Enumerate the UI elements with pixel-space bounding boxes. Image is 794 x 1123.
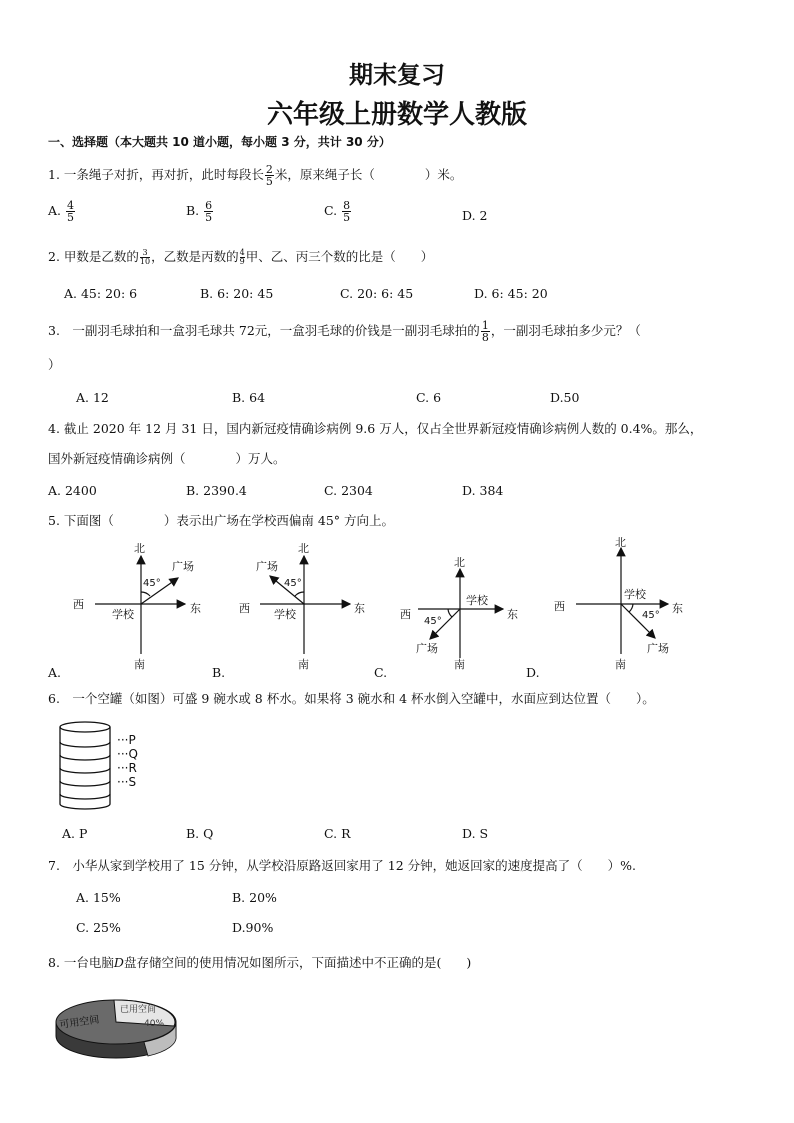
q5d-south-label: 南 bbox=[615, 658, 626, 671]
q6-option-d[interactable]: D. S bbox=[462, 826, 489, 841]
q3-option-b[interactable]: B. 64 bbox=[232, 390, 266, 405]
q5a-north-label: 北 bbox=[134, 542, 145, 555]
q8-pie-percent-label: 40% bbox=[144, 1019, 165, 1029]
q4-option-a[interactable]: A. 2400 bbox=[48, 483, 97, 498]
q7-option-c[interactable]: C. 25% bbox=[76, 920, 121, 935]
section-heading: 一、选择题（本大题共 10 道小题，每小题 3 分，共计 30 分） bbox=[48, 135, 391, 149]
q5c-school-label: 学校 bbox=[466, 594, 488, 607]
question-3: 3. 一副羽毛球拍和一盒羽毛球共 72元，一盒羽毛球的价钱是一副羽毛球拍的 $\frac{1}{8}$ ，一副羽毛球拍多少元？（ bbox=[48, 319, 641, 344]
q5a-south-label: 南 bbox=[134, 658, 145, 671]
page-subtitle: 六年级上册数学人教版 bbox=[266, 100, 527, 130]
q5-option-b[interactable]: B. bbox=[212, 665, 226, 680]
q8-pie-chart bbox=[48, 984, 188, 1064]
q3-option-c[interactable]: C. 6 bbox=[416, 390, 442, 405]
q5a-east-label: 东 bbox=[190, 602, 201, 615]
q5c-square-label: 广场 bbox=[416, 642, 438, 655]
q5c-north-label: 北 bbox=[454, 556, 465, 569]
q5d-east-label: 东 bbox=[672, 602, 683, 615]
q5c-angle-label: 45° bbox=[424, 616, 442, 627]
q5c-east-label: 东 bbox=[507, 608, 518, 621]
question-5: 5. 下面图（ ）表示出广场在学校西偏南 45° 方向上。 bbox=[48, 513, 395, 528]
question-1 bbox=[48, 164, 462, 187]
q6-option-b[interactable]: B. Q bbox=[186, 826, 214, 841]
q6-mark-r: ···R bbox=[117, 761, 137, 775]
q4-option-d[interactable]: D. 384 bbox=[462, 483, 504, 498]
q8-variable: D bbox=[113, 955, 124, 970]
q2-option-b[interactable]: B. 6: 20: 45 bbox=[200, 286, 274, 301]
question-2: 2. 甲数是乙数的 $\frac{3}{10}$ ，乙数是丙数的 $\frac{4}{9}$ 甲、乙、丙三个数的比是（ ） bbox=[48, 248, 434, 266]
q1-fraction: $\frac{2}{5}$ bbox=[265, 163, 273, 188]
q7-option-a[interactable]: A. 15% bbox=[76, 890, 121, 905]
q5b-square-label: 广场 bbox=[256, 560, 278, 573]
q5b-east-label: 东 bbox=[354, 602, 365, 615]
q1-option-a[interactable]: A. $\frac{4}{5}$ bbox=[48, 199, 74, 224]
q5-option-a[interactable]: A. bbox=[48, 665, 62, 680]
q4-option-b[interactable]: B. 2390.4 bbox=[186, 483, 247, 498]
q3-option-a[interactable]: A. 12 bbox=[76, 390, 109, 405]
q5a-square-label: 广场 bbox=[172, 560, 194, 573]
q8-pie-free-label: 可用空间 bbox=[58, 1014, 101, 1031]
q1-stem-post: 米，原来绳子长（ ）米。 bbox=[274, 167, 463, 182]
q6-mark-q: ···Q bbox=[117, 747, 138, 761]
q1-option-d[interactable]: D. 2 bbox=[462, 208, 488, 223]
question-8: 8. 一台电脑D盘存储空间的使用情况如图所示，下面描述中不正确的是( ) bbox=[48, 955, 472, 970]
q1-option-c[interactable]: C. $\frac{8}{5}$ bbox=[324, 199, 351, 224]
page-title: 期末复习 bbox=[349, 61, 445, 89]
q3-stem-continued: ） bbox=[48, 357, 61, 372]
q5b-school-label: 学校 bbox=[274, 608, 296, 621]
q7-option-b[interactable]: B. 20% bbox=[232, 890, 277, 905]
q2-option-a[interactable]: A. 45: 20: 6 bbox=[64, 286, 138, 301]
q5b-west-label: 西 bbox=[239, 602, 250, 615]
q5d-west-label: 西 bbox=[554, 600, 565, 613]
q7-option-d[interactable]: D.90% bbox=[232, 920, 274, 935]
q5-option-c[interactable]: C. bbox=[374, 665, 388, 680]
question-6: 6. 一个空罐（如图）可盛 9 碗水或 8 杯水。如果将 3 碗水和 4 杯水倒入空罐中，水面应到达位置（ ）。 bbox=[48, 691, 655, 706]
question-7: 7. 小华从家到学校用了 15 分钟，从学校沿原路返回家用了 12 分钟，她返回家的速度提高了（ ）%. bbox=[48, 858, 636, 873]
q5c-west-label: 西 bbox=[400, 608, 411, 621]
question-4-line-2: 国外新冠疫情确诊病例（ ）万人。 bbox=[48, 451, 286, 466]
q5a-angle-label: 45° bbox=[143, 578, 161, 589]
q6-option-a[interactable]: A. P bbox=[62, 826, 88, 841]
q5d-school-label: 学校 bbox=[624, 588, 646, 601]
q5a-west-label: 西 bbox=[73, 598, 84, 611]
q5b-angle-label: 45° bbox=[284, 578, 302, 589]
q1-option-b[interactable]: B. $\frac{6}{5}$ bbox=[186, 199, 213, 224]
q5b-north-label: 北 bbox=[298, 542, 309, 555]
q1-stem-pre: 1. 一条绳子对折，再对折，此时每段长 bbox=[48, 167, 264, 182]
q5d-square-label: 广场 bbox=[647, 642, 669, 655]
q6-mark-p: ···P bbox=[117, 733, 136, 747]
q5b-south-label: 南 bbox=[298, 658, 309, 671]
q5-option-d[interactable]: D. bbox=[526, 665, 540, 680]
q4-option-c[interactable]: C. 2304 bbox=[324, 483, 373, 498]
q5d-angle-label: 45° bbox=[642, 610, 660, 621]
q5c-south-label: 南 bbox=[454, 658, 465, 671]
q8-pie-used-label: 已用空间 bbox=[120, 1005, 157, 1015]
q3-option-d[interactable]: D.50 bbox=[550, 390, 580, 405]
q2-fraction-2: $\frac{4}{9}$ bbox=[239, 248, 245, 266]
q6-jar-figure bbox=[55, 718, 195, 818]
q5d-north-label: 北 bbox=[615, 536, 626, 549]
q5-direction-diagrams bbox=[0, 536, 794, 686]
q6-option-c[interactable]: C. R bbox=[324, 826, 351, 841]
question-4-line-1: 4. 截止 2020 年 12 月 31 日，国内新冠疫情确诊病例 9.6 万人，仅占全世界新冠疫情确诊病例人数的 0.4%。那么， bbox=[48, 421, 703, 436]
q2-option-d[interactable]: D. 6: 45: 20 bbox=[474, 286, 548, 301]
q2-option-c[interactable]: C. 20: 6: 45 bbox=[340, 286, 414, 301]
q5a-school-label: 学校 bbox=[112, 608, 134, 621]
q6-mark-s: ···S bbox=[117, 775, 137, 789]
q3-fraction: $\frac{1}{8}$ bbox=[481, 319, 489, 344]
q2-fraction-1: $\frac{3}{10}$ bbox=[139, 248, 151, 266]
